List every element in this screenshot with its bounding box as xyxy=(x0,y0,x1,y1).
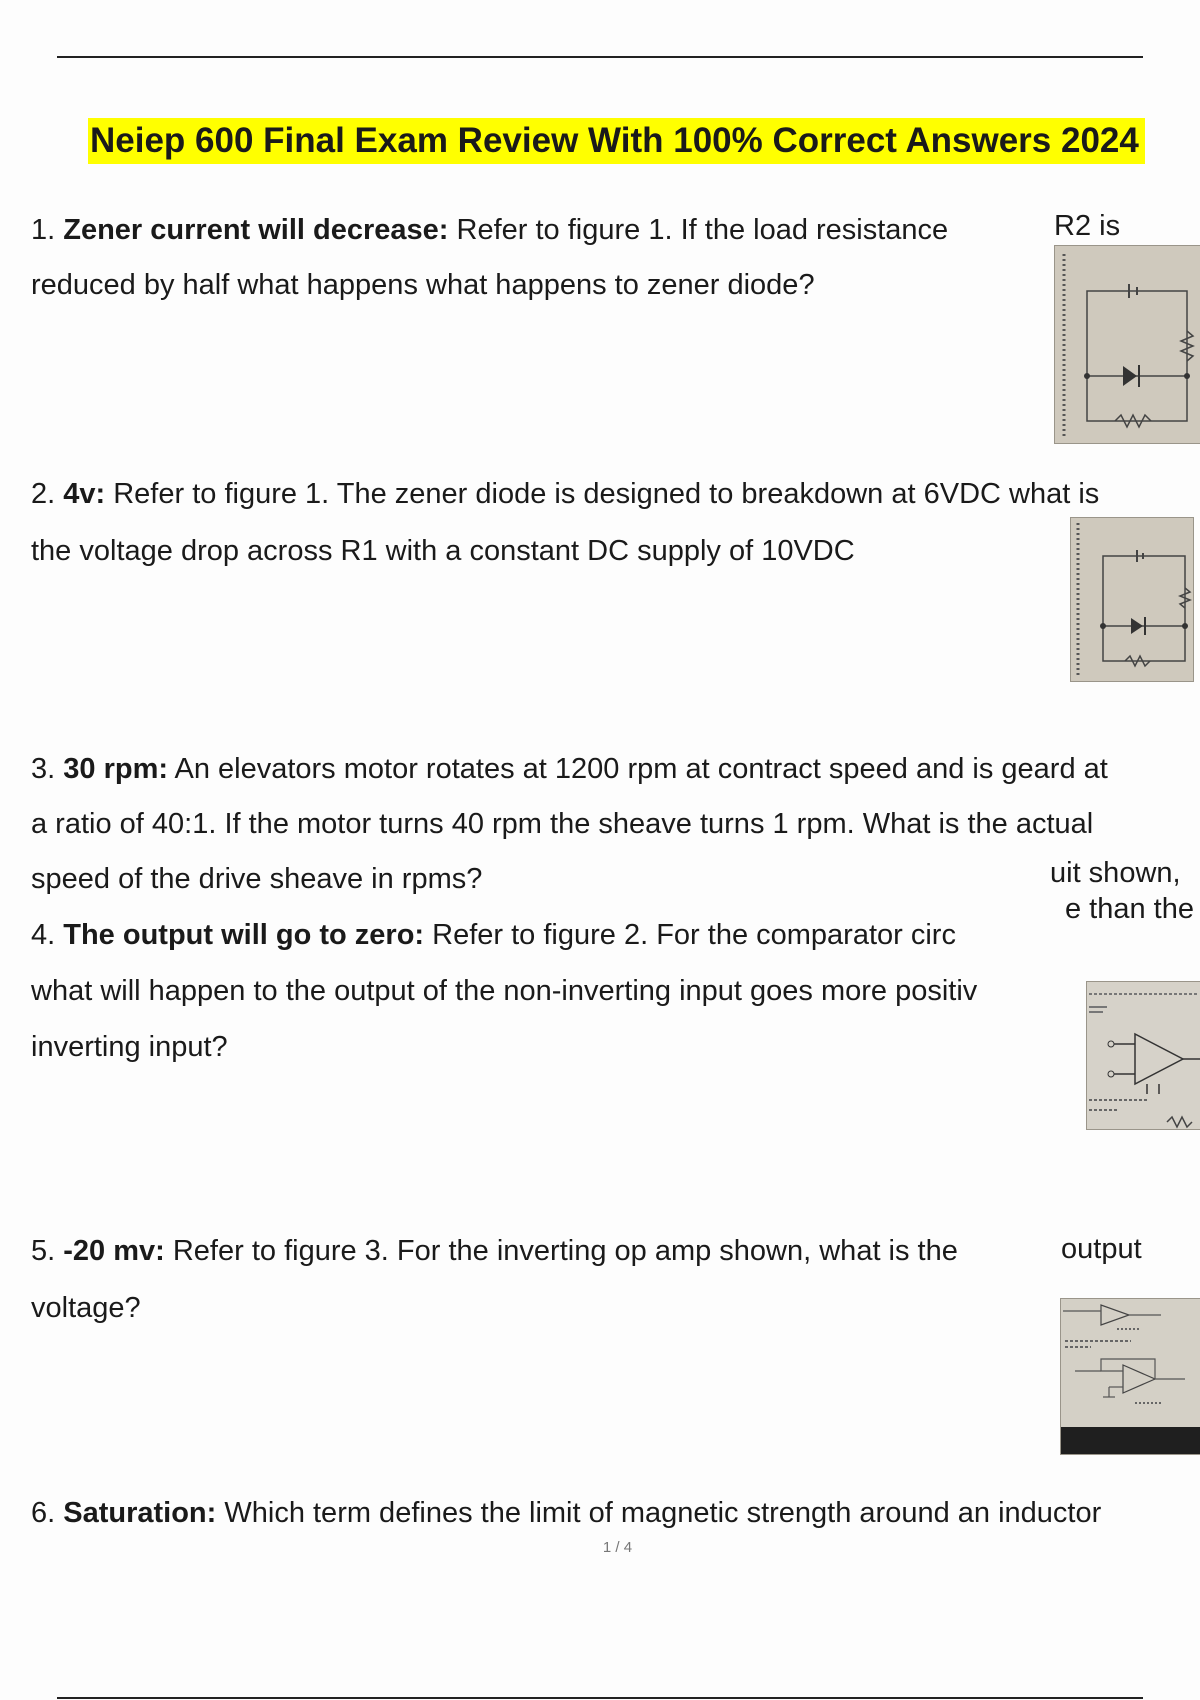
question-4-line-1 xyxy=(31,907,956,963)
inverting-op-amp-diagram xyxy=(1061,1299,1200,1454)
question-answer: 4v: xyxy=(63,478,106,510)
question-5-line-2: voltage? xyxy=(31,1292,141,1324)
question-text: Refer to figure 1. The zener diode is designed to breakdown at 6VDC what is xyxy=(113,478,1100,510)
question-4-overflow-b: e than the xyxy=(1065,893,1194,925)
question-answer: The output will go to zero: xyxy=(63,919,425,951)
question-5-tail: output xyxy=(1061,1233,1142,1265)
question-2-line-2: the voltage drop across R1 with a constant DC supply of 10VDC xyxy=(31,535,855,567)
question-text: Refer to figure 3. For the inverting op amp shown, what is the xyxy=(172,1235,958,1267)
question-text: Refer to figure 1. If the load resistance xyxy=(456,214,949,246)
question-number: 6. xyxy=(31,1497,56,1529)
question-answer: Zener current will decrease: xyxy=(63,214,449,246)
question-2-line-1 xyxy=(31,466,1099,522)
question-3-line-1 xyxy=(31,741,1108,797)
question-3-line-3: speed of the drive sheave in rpms? xyxy=(31,863,483,895)
page-number: 1 / 4 xyxy=(602,1539,633,1556)
zener-circuit-diagram xyxy=(1071,518,1193,681)
question-number: 5. xyxy=(31,1235,56,1267)
figure-2-photo xyxy=(1086,981,1200,1130)
top-rule xyxy=(57,56,1143,58)
comparator-circuit-diagram xyxy=(1087,982,1200,1129)
question-text: An elevators motor rotates at 1200 rpm at contract speed and is geard at xyxy=(174,753,1108,785)
question-number: 4. xyxy=(31,919,56,951)
question-4-line-3: inverting input? xyxy=(31,1031,228,1063)
figure-1-photo-repeat xyxy=(1070,517,1194,682)
question-text: Which term defines the limit of magnetic strength around an inductor xyxy=(224,1497,1102,1529)
question-answer: 30 rpm: xyxy=(63,753,169,785)
question-number: 3. xyxy=(31,753,56,785)
question-1-tail: R2 is xyxy=(1054,210,1121,242)
question-answer: Saturation: xyxy=(63,1497,217,1529)
question-4-line-2: what will happen to the output of the non-inverting input goes more positiv xyxy=(31,975,978,1007)
question-5-line-1 xyxy=(31,1223,958,1279)
figure-1-photo xyxy=(1054,245,1200,444)
question-1-line-2: reduced by half what happens what happens to zener diode? xyxy=(31,269,815,301)
question-number: 1. xyxy=(31,214,56,246)
document-title: Neiep 600 Final Exam Review With 100% Correct Answers 2024 xyxy=(88,118,1145,164)
bottom-rule xyxy=(57,1697,1143,1699)
figure-3-photo xyxy=(1060,1298,1200,1455)
question-4-overflow-a: uit shown, xyxy=(1050,857,1181,889)
question-text: Refer to figure 2. For the comparator circ xyxy=(432,919,956,951)
question-number: 2. xyxy=(31,478,56,510)
question-1-line-1 xyxy=(31,202,948,258)
question-6-line-1 xyxy=(31,1485,1101,1541)
zener-circuit-diagram xyxy=(1055,246,1200,443)
question-3-line-2: a ratio of 40:1. If the motor turns 40 rpm the sheave turns 1 rpm. What is the actual xyxy=(31,808,1094,840)
question-answer: -20 mv: xyxy=(63,1235,165,1267)
